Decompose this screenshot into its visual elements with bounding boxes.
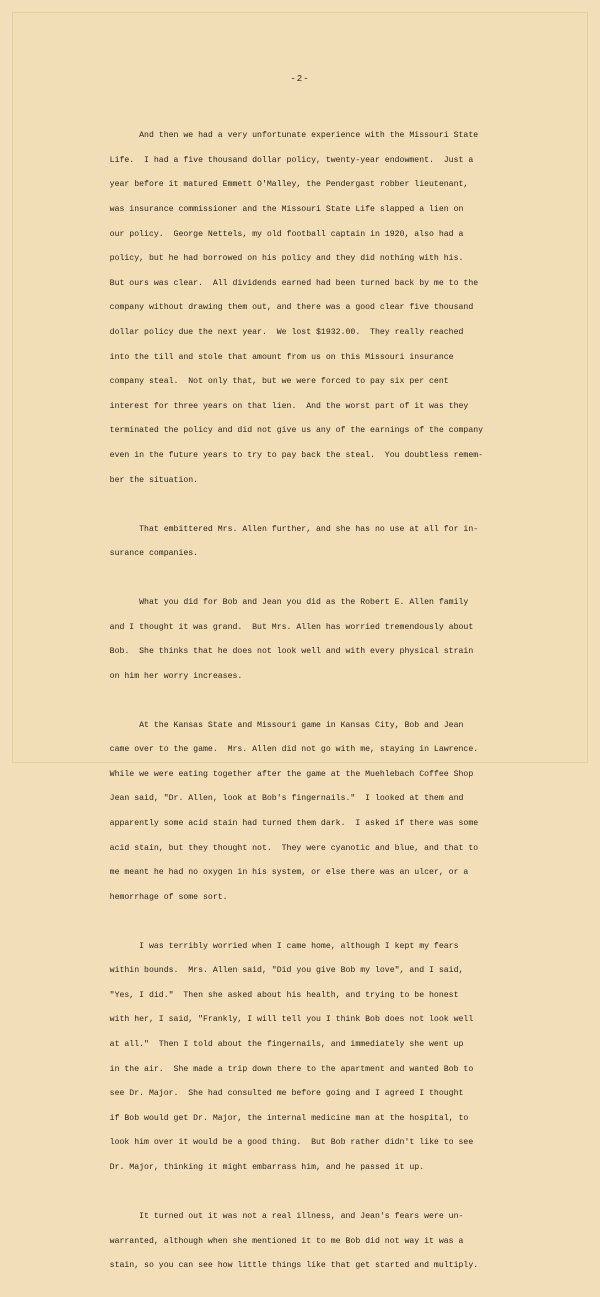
paragraph-line: and I thought it was grand. But Mrs. Allen has worried tremendously about <box>109 622 474 632</box>
paragraph-line: acid stain, but they thought not. They were cyanotic and blue, and that to <box>109 843 479 853</box>
paragraph-line: with her, I said, "Frankly, I will tell you I think Bob does not look well <box>109 1015 474 1025</box>
paragraph-line: That embittered Mrs. Allen further, and she has no use at all for in- <box>109 524 479 534</box>
paragraph-line: dollar policy due the next year. We lost $1932.00. They really reached <box>109 328 464 338</box>
paragraph-line: our policy. George Nettels, my old football captain in 1920, also had a <box>109 229 464 239</box>
paragraph-game <box>90 707 530 916</box>
paragraph-line: within bounds. Mrs. Allen said, "Did you give Bob my love", and I said, <box>109 966 464 976</box>
paragraph-line: It turned out it was not a real illness, and Jean's fears were un- <box>109 1211 464 1221</box>
paragraph-conclusion <box>90 1199 530 1285</box>
paragraph-line: year before it matured Emmett O'Malley, the Pendergast robber lieutenant, <box>109 180 469 190</box>
paragraph-line: terminated the policy and did not give us any of the earnings of the company <box>109 426 484 436</box>
paragraph-line: company without drawing them out, and there was a good clear five thousand <box>109 303 474 313</box>
paragraph-line: interest for three years on that lien. And the worst part of it was they <box>109 401 469 411</box>
paragraph-line: in the air. She made a trip down there to the apartment and wanted Bob to <box>109 1064 474 1074</box>
paragraph-line: me meant he had no oxygen in his system, or else there was an ulcer, or a <box>109 868 469 878</box>
paragraph-line: What you did for Bob and Jean you did as the Robert E. Allen family <box>109 597 469 607</box>
paragraph-line: look him over it would be a good thing. But Bob rather didn't like to see <box>109 1138 474 1148</box>
paragraph-line: At the Kansas State and Missouri game in Kansas City, Bob and Jean <box>109 720 464 730</box>
paragraph-line: Dr. Major, thinking it might embarrass him, and he passed it up. <box>109 1163 425 1173</box>
paragraph-line: But ours was clear. All dividends earned had been turned back by me to the <box>109 278 479 288</box>
paragraph-line: if Bob would get Dr. Major, the internal medicine man at the hospital, to <box>109 1113 469 1123</box>
paragraph-line: stain, so you can see how little things like that get started and multiply. <box>109 1261 479 1271</box>
paragraph-family <box>90 585 530 696</box>
paragraph-line: at all." Then I told about the fingernails, and immediately she went up <box>109 1040 464 1050</box>
paragraph-line: on him her worry increases. <box>109 671 243 681</box>
page-number: -2- <box>290 74 310 84</box>
paragraph-line: And then we had a very unfortunate experience with the Missouri State <box>109 131 479 141</box>
paragraph-line: policy, but he had borrowed on his policy and they did nothing with his. <box>109 254 464 264</box>
paragraph-line: While we were eating together after the game at the Muehlebach Coffee Shop <box>109 769 474 779</box>
letter-body <box>90 118 530 1297</box>
paragraph-line: Jean said, "Dr. Allen, look at Bob's fingernails." I looked at them and <box>109 794 464 804</box>
paragraph-line: Bob. She thinks that he does not look well and with every physical strain <box>109 647 474 657</box>
paragraph-line: into the till and stole that amount from us on this Missouri insurance <box>109 352 454 362</box>
paragraph-line: even in the future years to try to pay back the steal. You doubtless remem- <box>109 451 484 461</box>
paragraph-worried <box>90 928 530 1186</box>
paragraph-line: company steal. Not only that, but we were forced to pay six per cent <box>109 377 449 387</box>
paragraph-line: Life. I had a five thousand dollar policy, twenty-year endowment. Just a <box>109 155 474 165</box>
paragraph-embittered <box>90 511 530 572</box>
paragraph-line: ber the situation. <box>109 475 199 485</box>
paragraph-line: apparently some acid stain had turned them dark. I asked if there was some <box>109 819 479 829</box>
paragraph-line: I was terribly worried when I came home, although I kept my fears <box>109 941 459 951</box>
paragraph-line: see Dr. Major. She had consulted me before going and I agreed I thought <box>109 1089 464 1099</box>
paragraph-insurance <box>90 118 530 499</box>
paragraph-line: came over to the game. Mrs. Allen did not go with me, staying in Lawrence. <box>109 745 479 755</box>
paragraph-line: was insurance commissioner and the Missouri State Life slapped a lien on <box>109 205 464 215</box>
paragraph-line: hemorrhage of some sort. <box>109 892 228 902</box>
paragraph-line: warranted, although when she mentioned it to me Bob did not way it was a <box>109 1236 464 1246</box>
paragraph-line: surance companies. <box>109 549 199 559</box>
paragraph-line: "Yes, I did." Then she asked about his health, and trying to be honest <box>109 990 459 1000</box>
